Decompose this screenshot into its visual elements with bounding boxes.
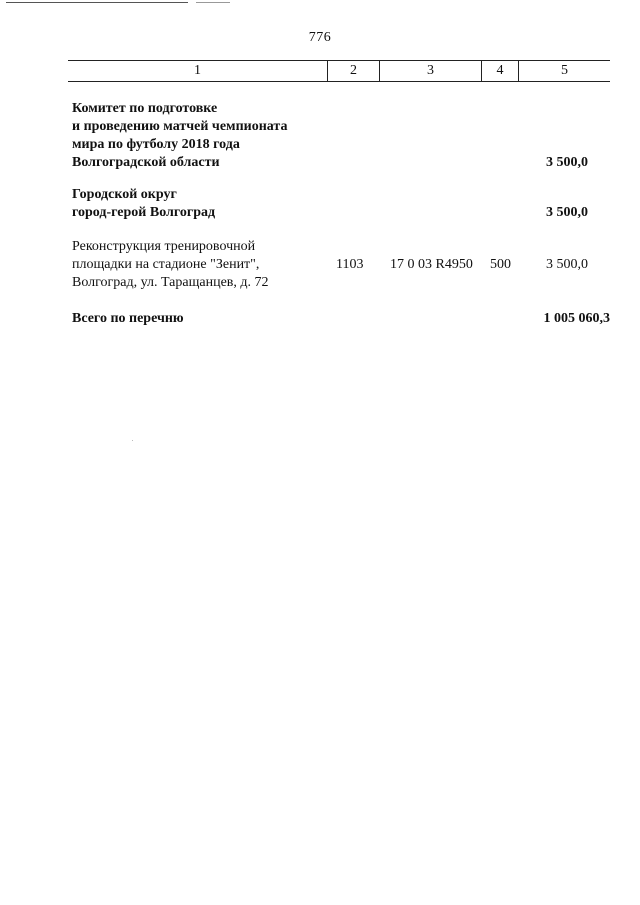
- row-name: [72, 186, 312, 222]
- column-header-3: 3: [380, 61, 482, 81]
- row-name-line: город-герой Волгоград: [72, 205, 216, 220]
- table-row: [72, 186, 612, 222]
- row-sum: 3 500,0: [546, 257, 588, 272]
- row-name-line: и проведению матчей чемпионата: [72, 119, 288, 134]
- row-section-code: 1103: [336, 257, 364, 272]
- column-header-5: 5: [561, 63, 568, 78]
- page-number: 776: [308, 30, 332, 45]
- column-header-1: 1: [68, 61, 328, 81]
- scan-edge-line: [196, 2, 230, 3]
- scan-edge-line: [6, 2, 188, 3]
- scan-speck: [132, 440, 133, 441]
- table-header: [68, 60, 610, 82]
- table-row: [72, 238, 612, 292]
- row-name-line: мира по футболу 2018 года: [72, 137, 240, 152]
- row-name-line: Волгоградской области: [72, 155, 220, 170]
- row-target-article: 17 0 03 R4950: [390, 257, 473, 272]
- column-header-2: 2: [328, 61, 380, 81]
- row-expense-type: 500: [490, 257, 511, 272]
- row-name: [72, 238, 312, 292]
- total-sum: 1 005 060,3: [543, 311, 610, 326]
- row-sum: 3 500,0: [546, 155, 588, 170]
- row-name-line: площадки на стадионе "Зенит",: [72, 257, 260, 272]
- row-name-line: Комитет по подготовке: [72, 101, 218, 116]
- row-name-line: Реконструкция тренировочной: [72, 239, 256, 254]
- total-label: Всего по перечню: [72, 311, 184, 326]
- row-name-line: Волгоград, ул. Таращанцев, д. 72: [72, 275, 269, 290]
- table-row: [72, 100, 612, 172]
- column-header-4: 4: [482, 61, 519, 81]
- total-row: [72, 310, 612, 328]
- row-sum: 3 500,0: [546, 205, 588, 220]
- row-name-line: Городской округ: [72, 187, 177, 202]
- row-name: [72, 100, 312, 172]
